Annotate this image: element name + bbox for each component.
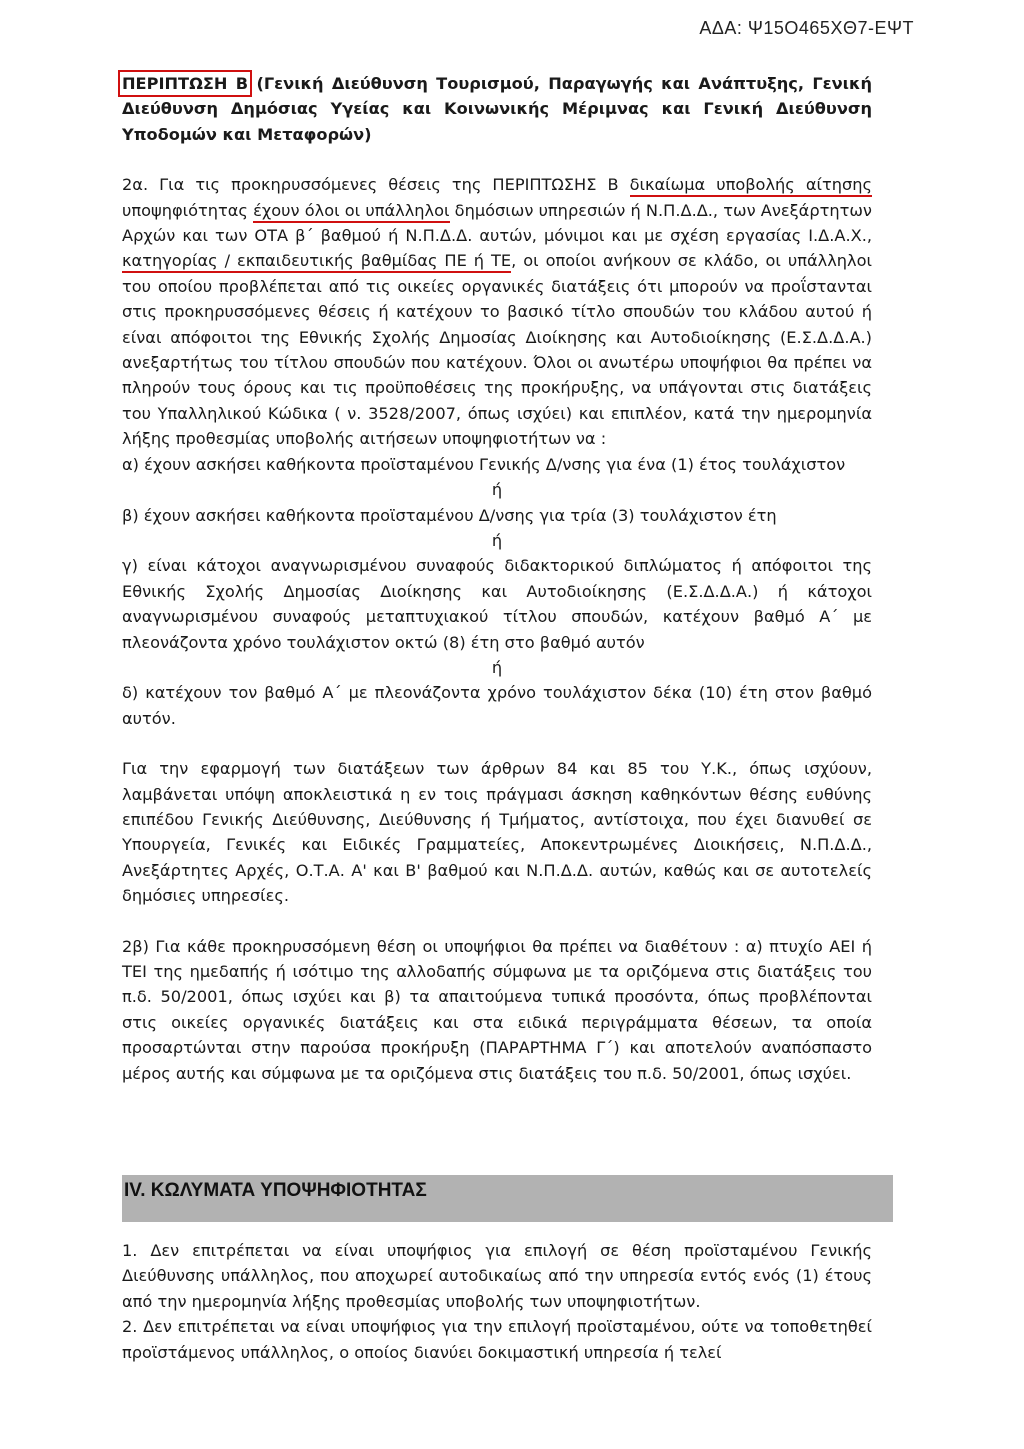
paragraph-2a-text-2: υποψηφιότητας [122,200,254,220]
or-separator-3: ή [491,657,503,677]
paragraph-2a [122,172,872,451]
condition-b: β) έχουν ασκήσει καθήκοντα προϊσταμένου Δ/νσης για τρία (3) τουλάχιστον έτη [122,505,777,525]
section-iv-title: IV. ΚΩΛΥΜΑΤΑ ΥΠΟΨΗΦΙΟΤΗΤΑΣ [124,1180,427,1201]
section-iv-body [122,1238,872,1365]
paragraph-2a-text-3: δημόσιων υπηρεσιών ή Ν.Π.Δ.Δ., των Ανεξάρτητων Αρχών και των ΟΤΑ β΄ βαθμού ή Ν.Π.Δ.Δ. αυτών, μόνιμοι και με σχέση εργασίας Ι.Δ.Α.Χ., [122,200,872,246]
paragraph-2a-text-1: 2α. Για τις προκηρυσσόμενες θέσεις της ΠΕΡΙΠΤΩΣΗΣ Β [122,175,630,195]
spacer [122,909,872,934]
or-separator-1: ή [491,480,503,500]
underline-category-pe-te: κατηγορίας / εκπαιδευτικής βαθμίδας ΠΕ ή ΤΕ [122,251,511,273]
condition-d: δ) κατέχουν τον βαθμό Α΄ με πλεονάζοντα χρόνο τουλάχιστον δέκα (10) έτη στον βαθμό αυτόν. [122,683,872,728]
underline-all-employees: έχουν όλοι οι υπάλληλοι [253,201,449,223]
document-body [122,71,872,1086]
case-b-label: ΠΕΡΙΠΤΩΣΗ Β [122,74,249,93]
paragraph-2b: 2β) Για κάθε προκηρυσσόμενη θέση οι υποψήφιοι θα πρέπει να διαθέτουν : α) πτυχίο ΑΕΙ ή ΤΕΙ της ημεδαπής ή ισότιμο της αλλοδαπής σύμφωνα με τα οριζόμενα στις διατάξεις του π.δ. 50/2001, όπως ισχύει και β) τα απαιτούμενα τυπικά προσόντα, όπως προβλέπονται στις οικείες οργανικές διατάξεις και στα ειδικά περιγράμματα θέσεων, τα οποία προσαρτώνται στην παρούσα προκήρυξη (ΠΑΡΑΡΤΗΜΑ Γ΄) και αποτελούν αναπόσπαστο μέρος αυτής και σύμφωνα με τα οριζόμενα στις διατάξεις του π.δ. 50/2001, όπως ισχύει. [122,936,872,1083]
section-iv-header [122,1175,893,1222]
underline-right-to-apply: δικαίωμα υποβολής αίτησης [630,175,872,197]
paragraph-articles: Για την εφαρμογή των διατάξεων των άρθρων 84 και 85 του Υ.Κ., όπως ισχύουν, λαμβάνεται υπόψη αποκλειστικά η εν τοις πράγμασι άσκηση καθηκόντων θέσης ευθύνης επιπέδου Γενικής Διεύθυνσης, Διεύθυνσης ή Τμήματος, αντίστοιχα, που έχει διανυθεί σε Υπουργεία, Γενικές και Ειδικές Γραμματείες, Αποκεντρωμένες Διοικήσεις, Ν.Π.Δ.Δ., Ανεξάρτητες Αρχές, Ο.Τ.Α. Α' και Β' βαθμού και Ν.Π.Δ.Δ. αυτών, καθώς και σε αυτοτελείς δημόσιες υπηρεσίες. [122,759,872,906]
case-b-heading [122,71,872,147]
paragraph-2a-text-4: , οι οποίοι ανήκουν σε κλάδο, οι υπάλληλοι του οποίου προβλέπεται από τις οικείες οργανικές διατάξεις ότι μπορούν να προΐστανται στις προκηρυσσόμενες θέσεις ή κατέχουν το βασικό τίτλο σπουδών του κλάδου αυτού ή είναι απόφοιτοι της Εθνικής Σχολής Δημοσίας Διοίκησης και Αυτοδιοίκησης (Ε.Σ.Δ.Δ.Α.) ανεξαρτήτως του τίτλου σπουδών που κατέχουν. Όλοι οι ανωτέρω υποψήφιοι θα πρέπει να πληρούν τους όρους και τις προϋποθέσεις της προκήρυξης, να υπάγονται στις διατάξεις του Υπαλληλικού Κώδικα ( ν. 3528/2007, όπως ισχύει) και επιπλέον, κατά την ημερομηνία λήξης προθεσμίας υποβολής αιτήσεων υποψηφιοτήτων να : [122,251,872,449]
section-iv-item-1: 1. Δεν επιτρέπεται να είναι υποψήφιος για επιλογή σε θέση προϊσταμένου Γενικής Διεύθυνσης υπάλληλος, που αποχωρεί αυτοδικαίως από την υπηρεσία εντός ενός (1) έτους από την ημερομηνία λήξης προθεσμίας υποβολής των υποψηφιοτήτων. [122,1241,872,1311]
ada-code: ΑΔΑ: Ψ15Ο465ΧΘ7-ΕΨΤ [699,18,914,38]
spacer [122,147,872,172]
or-separator-2: ή [491,530,503,550]
section-iv-item-2: 2. Δεν επιτρέπεται να είναι υποψήφιος για την επιλογή προϊσταμένου, ούτε να τοποθετηθεί προϊστάμενος υπάλληλος, ο οποίος διανύει δοκιμαστική υπηρεσία ή τελεί [122,1317,872,1362]
case-b-title: (Γενική Διεύθυνση Τουρισμού, Παραγωγής και Ανάπτυξης, Γενική Διεύθυνση Δημόσιας Υγείας και Κοινωνικής Μέριμνας και Γενική Διεύθυνση Υποδομών και Μεταφορών) [122,74,872,144]
condition-c: γ) είναι κάτοχοι αναγνωρισμένου συναφούς διδακτορικού διπλώματος ή απόφοιτοι της Εθνικής Σχολής Δημοσίας Διοίκησης και Αυτοδιοίκησης (Ε.Σ.Δ.Δ.Α.) ή κάτοχοι αναγνωρισμένου συναφούς μεταπτυχιακού τίτλου σπουδών, κατέχουν βαθμό Α΄ με πλεονάζοντα χρόνο τουλάχιστον οκτώ (8) έτη στο βαθμό αυτόν [122,556,872,652]
spacer [122,731,872,756]
condition-a: α) έχουν ασκήσει καθήκοντα προϊσταμένου Γενικής Δ/νσης για ένα (1) έτος τουλάχιστον [122,454,846,474]
